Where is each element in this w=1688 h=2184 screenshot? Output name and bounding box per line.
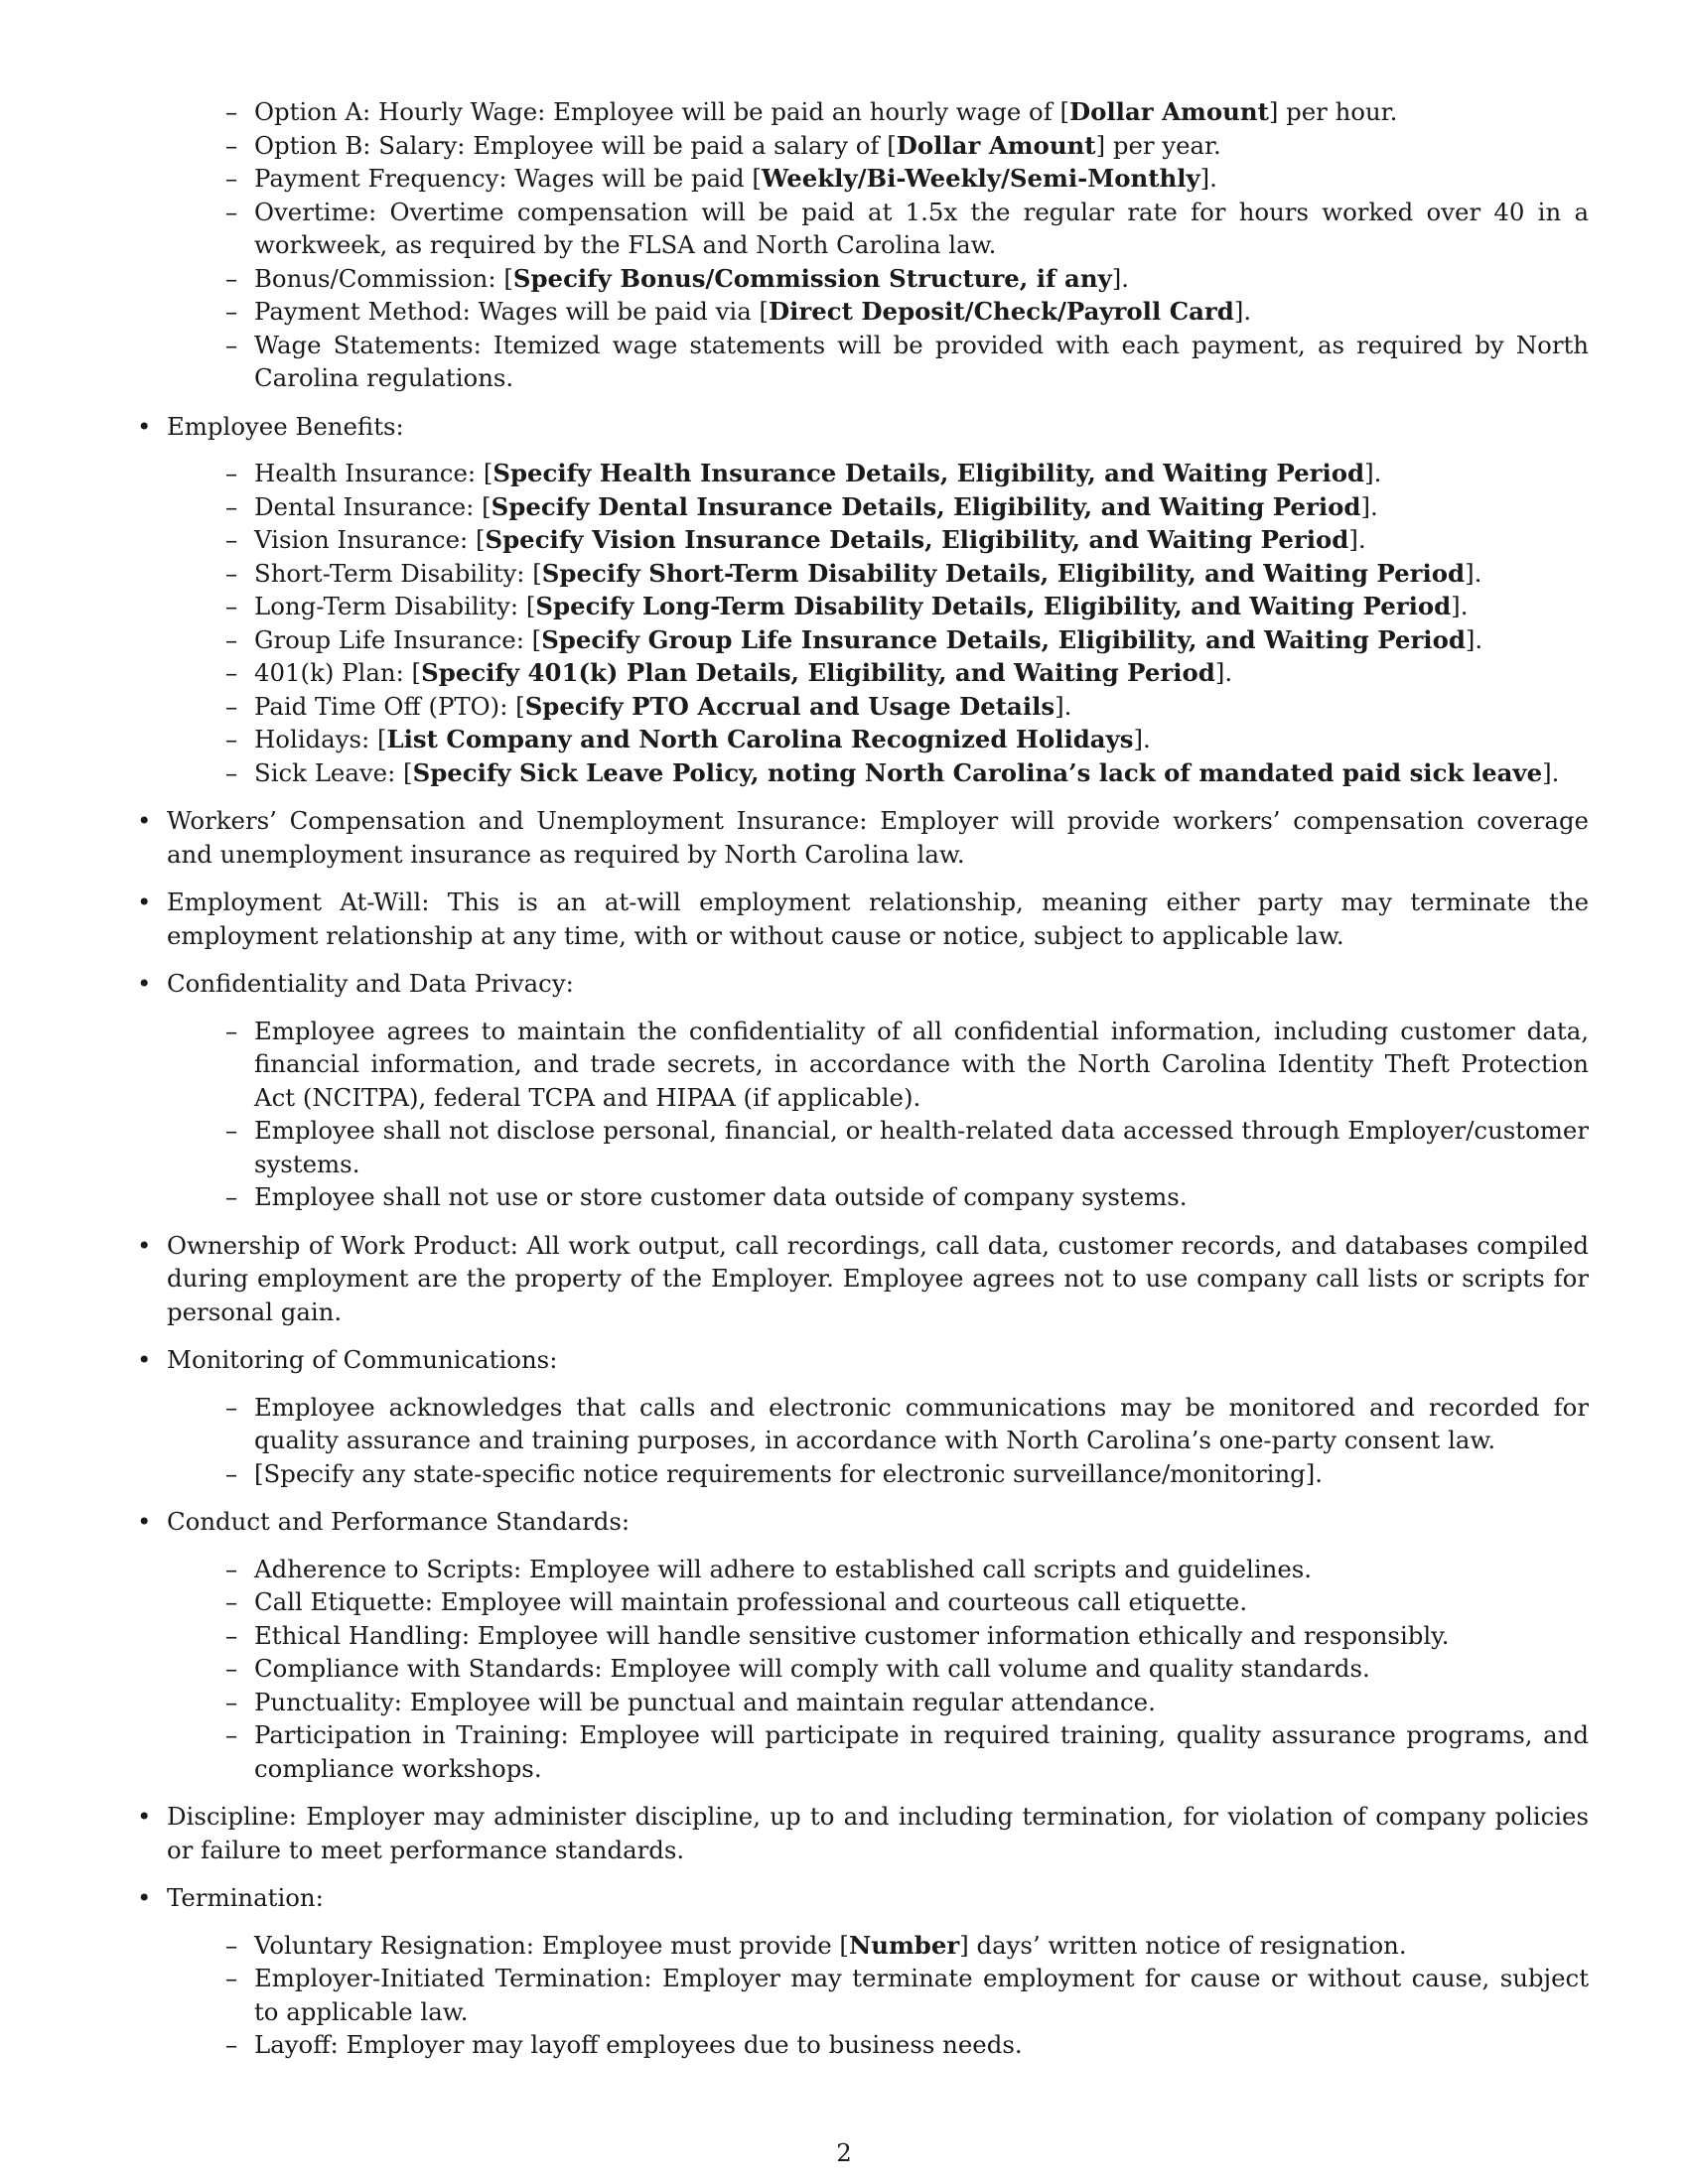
- sub-list-item: [225, 1553, 1589, 1586]
- sub-list: [225, 1553, 1589, 1786]
- item-text-suffix: ].: [1465, 558, 1482, 588]
- item-text-suffix: ].: [1451, 592, 1469, 620]
- placeholder-text: Dollar Amount: [896, 130, 1096, 160]
- item-text: Group Life Insurance: [: [254, 624, 542, 654]
- section-list: [137, 410, 1589, 2062]
- placeholder-text: Specify Dental Insurance Details, Eligibility, and Waiting Period: [491, 491, 1361, 521]
- item-text: Payment Frequency: Wages will be paid [: [254, 164, 762, 193]
- placeholder-text: Specify Group Life Insurance Details, Eligibility, and Waiting Period: [541, 624, 1466, 654]
- bullet-item: [137, 886, 1589, 952]
- bullet-marker: •: [137, 1802, 152, 1831]
- item-text: Overtime: Overtime compensation will be paid at 1.5x the regular rate for hours worked over 40 in a workweek, as required by the FLSA and North Carolina law.: [254, 197, 1589, 259]
- dash-marker: –: [225, 1930, 238, 1960]
- sub-list-item: [225, 1114, 1589, 1180]
- sub-list: [225, 1015, 1589, 1214]
- dash-marker: –: [225, 1458, 238, 1488]
- bullet-item: [137, 804, 1589, 871]
- dash-marker: –: [225, 197, 238, 226]
- sub-list-item: [225, 1619, 1589, 1653]
- sub-list-item: [225, 1929, 1589, 1963]
- sub-list-item: [225, 295, 1589, 329]
- bullet-marker: •: [137, 887, 152, 916]
- document-body: [137, 95, 1589, 2062]
- item-text-suffix: ].: [1214, 658, 1233, 687]
- sub-list-item: [225, 196, 1589, 262]
- dash-marker: –: [225, 525, 238, 554]
- sub-list-item: [225, 1652, 1589, 1686]
- placeholder-text: Specify Sick Leave Policy, noting North Carolina’s lack of mandated paid sick leave: [412, 757, 1543, 787]
- item-text-suffix: ].: [1111, 263, 1130, 293]
- item-text: Payment Method: Wages will be paid via [: [254, 297, 770, 326]
- dash-marker: –: [225, 658, 238, 687]
- item-text: Holidays: [: [254, 725, 387, 753]
- sub-list-item: [225, 1015, 1589, 1115]
- dash-marker: –: [225, 130, 238, 160]
- sub-list-item: [225, 623, 1589, 657]
- placeholder-text: Number: [848, 1930, 960, 1960]
- sub-list-item: [225, 523, 1589, 557]
- sub-list-item: [225, 2028, 1589, 2062]
- item-text-suffix: ] days’ written notice of resignation.: [959, 1930, 1407, 1960]
- bullet-item: [137, 410, 1589, 790]
- bullet-text: Monitoring of Communications:: [167, 1345, 558, 1374]
- bullet-text: Discipline: Employer may administer discipline, up to and including termination, for violation of company policies or failure to meet performance standards.: [167, 1802, 1589, 1864]
- placeholder-text: Direct Deposit/Check/Payroll Card: [769, 297, 1234, 326]
- dash-marker: –: [225, 97, 238, 126]
- dash-marker: –: [225, 164, 238, 193]
- dash-marker: –: [225, 263, 238, 293]
- item-text: Employer-Initiated Termination: Employer may terminate employment for cause or without cause, subject to applicable law.: [254, 1964, 1589, 2026]
- bullet-text: Employment At-Will: This is an at-will employment relationship, meaning either party may terminate the employment relationship at any time, with or without cause or notice, subject to applicable law.: [167, 887, 1589, 950]
- item-text: [Specify any state-specific notice requirements for electronic surveillance/monitoring].: [254, 1458, 1324, 1488]
- dash-marker: –: [225, 1964, 238, 1992]
- dash-marker: –: [225, 330, 238, 359]
- item-text: Ethical Handling: Employee will handle sensitive customer information ethically and responsibly.: [254, 1620, 1450, 1650]
- bullet-item: [137, 1343, 1589, 1490]
- bullet-marker: •: [137, 411, 152, 441]
- sub-list-item: [225, 162, 1589, 196]
- item-text: Adherence to Scripts: Employee will adhere to established call scripts and guidelines.: [254, 1554, 1313, 1583]
- sub-list: [225, 1929, 1589, 2062]
- item-text-suffix: ].: [1133, 725, 1151, 753]
- item-text: Option B: Salary: Employee will be paid a salary of [: [254, 130, 897, 160]
- placeholder-text: Weekly/Bi-Weekly/Semi-Monthly: [761, 164, 1200, 193]
- dash-marker: –: [225, 558, 238, 588]
- sub-list-item: [225, 756, 1589, 790]
- page-number: 2: [836, 2138, 852, 2167]
- bullet-text: Workers’ Compensation and Unemployment Insurance: Employer will provide workers’ compensation coverage and unemployment insurance as required by North Carolina law.: [167, 806, 1589, 869]
- dash-marker: –: [225, 592, 238, 620]
- item-text-suffix: ].: [1199, 164, 1217, 193]
- item-text: Dental Insurance: [: [254, 491, 492, 521]
- item-text: Option A: Hourly Wage: Employee will be paid an hourly wage of [: [254, 97, 1069, 126]
- item-text: Participation in Training: Employee will participate in required training, quality assurance programs, and compliance workshops.: [254, 1720, 1589, 1783]
- placeholder-text: Specify Bonus/Commission Structure, if any: [512, 263, 1112, 293]
- sub-list-item: [225, 329, 1589, 395]
- bullet-marker: •: [137, 1883, 152, 1912]
- bullet-item: [137, 1229, 1589, 1329]
- wage-options-list: [225, 95, 1589, 395]
- sub-list-item: [225, 1585, 1589, 1619]
- sub-list: [225, 1391, 1589, 1491]
- dash-marker: –: [225, 491, 238, 521]
- dash-marker: –: [225, 1016, 238, 1045]
- item-text: Wage Statements: Itemized wage statements will be provided with each payment, as required by North Carolina regulations.: [254, 330, 1589, 392]
- dash-marker: –: [225, 725, 238, 753]
- item-text: Call Etiquette: Employee will maintain professional and courteous call etiquette.: [254, 1587, 1248, 1616]
- sub-list-item: [225, 690, 1589, 724]
- bullet-text: Employee Benefits:: [167, 411, 404, 441]
- placeholder-text: Dollar Amount: [1069, 97, 1269, 126]
- bullet-item: [137, 967, 1589, 1214]
- dash-marker: –: [225, 2030, 238, 2059]
- placeholder-text: Specify PTO Accrual and Usage Details: [524, 691, 1055, 721]
- sub-list-item: [225, 95, 1589, 129]
- bullet-marker: •: [137, 1345, 152, 1374]
- item-text: Paid Time Off (PTO): [: [254, 691, 525, 721]
- sub-list-item: [225, 590, 1589, 623]
- item-text-suffix: ].: [1348, 525, 1366, 554]
- item-text-suffix: ].: [1542, 757, 1560, 787]
- placeholder-text: Specify Short-Term Disability Details, Eligibility, and Waiting Period: [541, 558, 1466, 588]
- item-text-suffix: ] per year.: [1095, 130, 1221, 160]
- item-text: Long-Term Disability: [: [254, 592, 536, 620]
- sub-list-item: [225, 557, 1589, 591]
- item-text-suffix: ].: [1055, 691, 1072, 721]
- dash-marker: –: [225, 1182, 238, 1211]
- dash-marker: –: [225, 1654, 238, 1683]
- bullet-item: [137, 1881, 1589, 2062]
- bullet-marker: •: [137, 1230, 152, 1260]
- sub-list-item: [225, 129, 1589, 163]
- item-text-suffix: ].: [1233, 297, 1252, 326]
- sub-list-item: [225, 1391, 1589, 1457]
- item-text: Voluntary Resignation: Employee must provide [: [254, 1930, 849, 1960]
- bullet-marker: •: [137, 806, 152, 835]
- bullet-marker: •: [137, 1507, 152, 1536]
- dash-marker: –: [225, 1687, 238, 1716]
- item-text: Vision Insurance: [: [254, 525, 486, 554]
- item-text: 401(k) Plan: [: [254, 658, 422, 687]
- sub-list-item: [225, 1180, 1589, 1214]
- item-text: Punctuality: Employee will be punctual and maintain regular attendance.: [254, 1687, 1156, 1716]
- dash-marker: –: [225, 1116, 238, 1145]
- item-text: Layoff: Employer may layoff employees due to business needs.: [254, 2030, 1023, 2059]
- dash-marker: –: [225, 459, 238, 487]
- item-text-suffix: ] per hour.: [1268, 97, 1398, 126]
- placeholder-text: Specify Vision Insurance Details, Eligibility, and Waiting Period: [485, 525, 1349, 554]
- dash-marker: –: [225, 297, 238, 326]
- item-text: Employee shall not use or store customer data outside of company systems.: [254, 1182, 1188, 1211]
- item-text: Sick Leave: [: [254, 757, 413, 787]
- item-text: Health Insurance: [: [254, 459, 493, 487]
- sub-list-item: [225, 457, 1589, 490]
- item-text: Short-Term Disability: [: [254, 558, 542, 588]
- bullet-item: [137, 1800, 1589, 1866]
- bullet-item: [137, 1505, 1589, 1785]
- placeholder-text: Specify Health Insurance Details, Eligibility, and Waiting Period: [492, 459, 1365, 487]
- placeholder-text: List Company and North Carolina Recognized Holidays: [386, 725, 1134, 753]
- sub-list-item: [225, 490, 1589, 524]
- item-text: Employee agrees to maintain the confidentiality of all confidential information, including customer data, financial information, and trade secrets, in accordance with the North Carolina Identity Theft Protection Act (NCITPA), federal TCPA and HIPAA (if applicable).: [254, 1016, 1589, 1112]
- dash-marker: –: [225, 1720, 238, 1749]
- dash-marker: –: [225, 691, 238, 721]
- item-text: Bonus/Commission: [: [254, 263, 513, 293]
- sub-list-item: [225, 1686, 1589, 1719]
- dash-marker: –: [225, 1620, 238, 1650]
- item-text-suffix: ].: [1364, 459, 1382, 487]
- bullet-text: Conduct and Performance Standards:: [167, 1507, 631, 1536]
- dash-marker: –: [225, 1587, 238, 1616]
- item-text-suffix: ].: [1360, 491, 1378, 521]
- bullet-marker: •: [137, 969, 152, 998]
- item-text: Employee shall not disclose personal, financial, or health-related data accessed through Employer/customer systems.: [254, 1116, 1589, 1178]
- dash-marker: –: [225, 757, 238, 787]
- sub-list-item: [225, 262, 1589, 296]
- dash-marker: –: [225, 1392, 238, 1422]
- sub-list-item: [225, 1457, 1589, 1491]
- sub-list: [225, 457, 1589, 789]
- sub-list-item: [225, 723, 1589, 756]
- placeholder-text: Specify Long-Term Disability Details, Eligibility, and Waiting Period: [535, 592, 1452, 620]
- bullet-text: Termination:: [167, 1883, 324, 1912]
- item-text: Employee acknowledges that calls and electronic communications may be monitored and recorded for quality assurance and training purposes, in accordance with North Carolina’s one-party consent law.: [254, 1392, 1589, 1454]
- placeholder-text: Specify 401(k) Plan Details, Eligibility, and Waiting Period: [421, 658, 1215, 687]
- item-text-suffix: ].: [1465, 624, 1483, 654]
- bullet-text: Confidentiality and Data Privacy:: [167, 969, 574, 998]
- dash-marker: –: [225, 624, 238, 654]
- bullet-text: Ownership of Work Product: All work output, call recordings, call data, customer records, and databases compiled during employment are the property of the Employer. Employee agrees not to use company call lists or scripts for personal gain.: [167, 1230, 1589, 1326]
- dash-marker: –: [225, 1554, 238, 1583]
- sub-list-item: [225, 1718, 1589, 1785]
- sub-list-item: [225, 656, 1589, 690]
- sub-list-item: [225, 1962, 1589, 2028]
- item-text: Compliance with Standards: Employee will comply with call volume and quality standards.: [254, 1654, 1370, 1683]
